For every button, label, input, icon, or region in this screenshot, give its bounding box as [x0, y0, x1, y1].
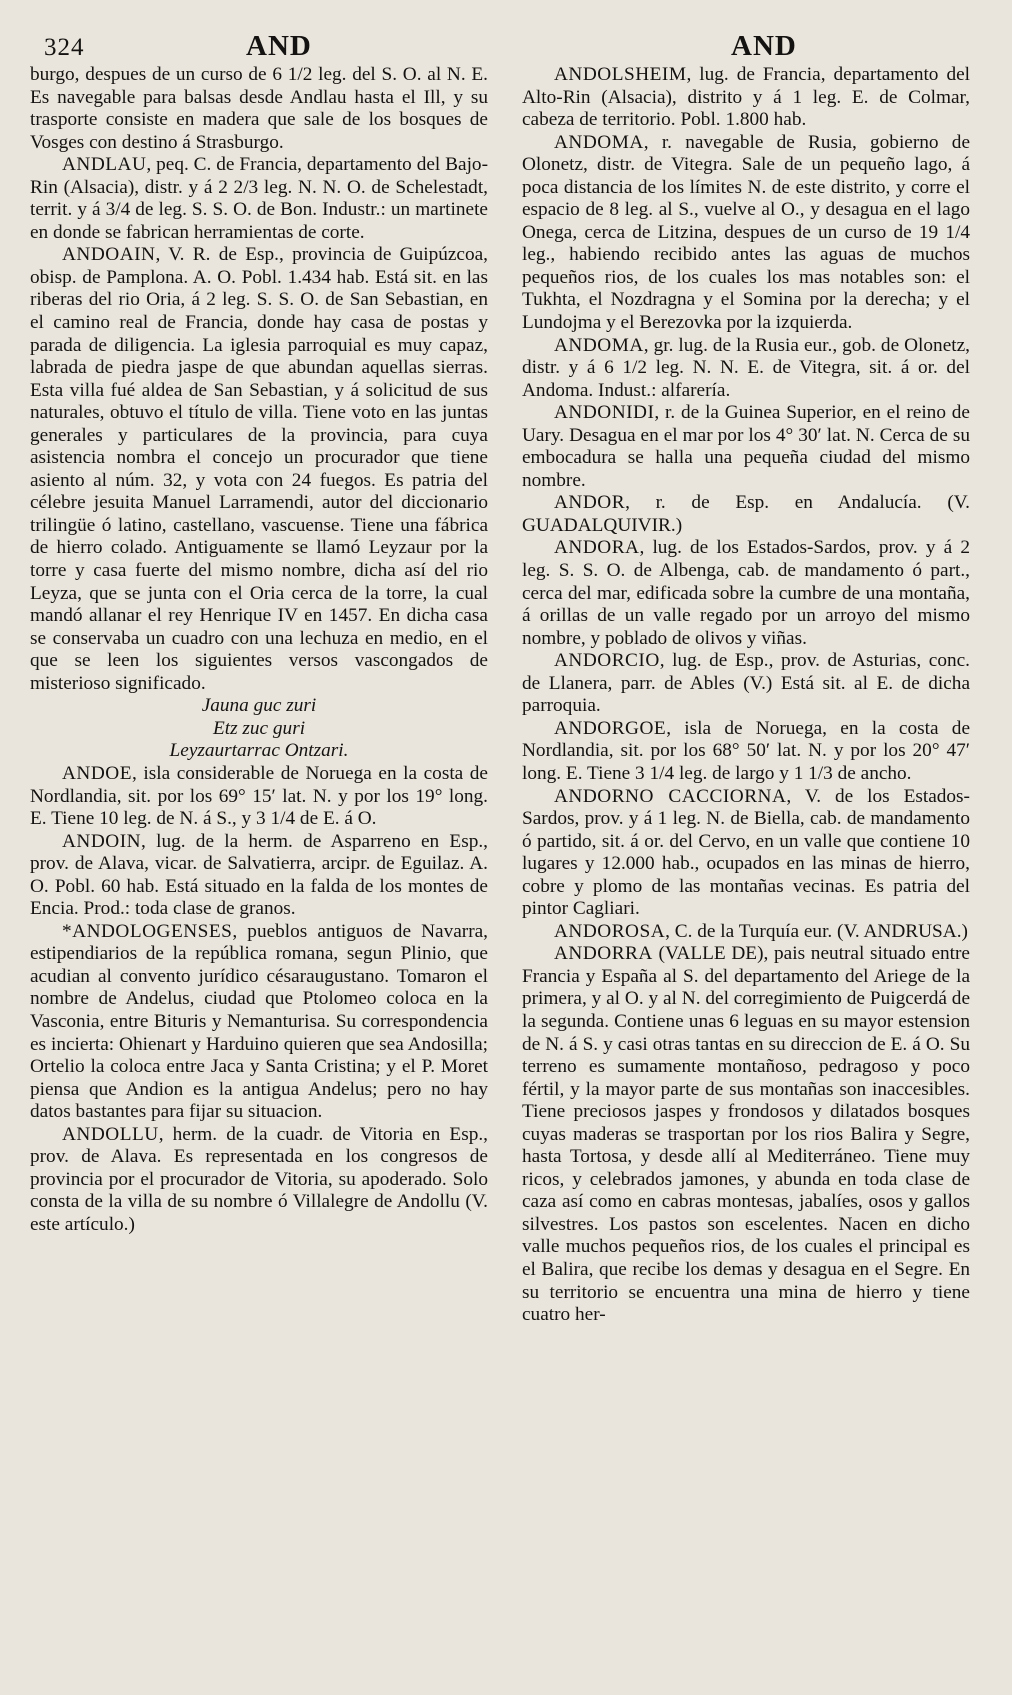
entry-headword: ANDOIN	[62, 830, 142, 852]
entry-text: , peq. C. de Francia, departamento del Bajo-Rin (Alsacia), distr. y á 2 2/3 leg. N. N. O. de Schelestadt, territ. y á 3/4 de leg. S. S. O. de Bon. Industr.: un martinete en donde se fabrican herramientas de corte.	[30, 154, 488, 243]
entry-text: , V. R. de Esp., provincia de Guipúzcoa, obisp. de Pamplona. A. O. Pobl. 1.434 hab. Está sit. en las riberas del rio Oria, á 2 leg. S. S. O. de San Sebastian, en el camino real de Francia, donde hay casa de postas y parada de diligencia. La iglesia parroquial es muy capaz, labrada de piedra jaspe de que abundan aquellas sierras. Esta villa fué aldea de San Sebastian, y á solicitud de sus naturales, obtuvo el título de villa. Tiene voto en las juntas generales y particulares de la provincia, para cuya asistencia nombra el concejo un procurador que tiene asiento al núm. 32, y vota con 24 fuegos. Es patria del célebre jesuita Manuel Larramendi, autor del diccionario trilingüe ó latino, castellano, vascuense. Tiene una fábrica de hierro colado. Antiguamente se llamó Leyzaur por la torre y casa fuerte del mismo nombre, dicha así del rio Leyza, que se junta con el Oria cerca de la torre, la cual mandó allanar el rey Henrique IV en 1457. En dicha casa se conservaba un cuadro con una lechuza en medio, en el que se leen los siguientes versos vascongados de misterioso significado.	[30, 244, 488, 694]
entry-text: , herm. de la cuadr. de Vitoria en Esp., prov. de Alava. Es representada en los congresos de provincia por el procurador de Vitoria, su apoderado. Solo consta de la villa de su nombre ó Villalegre de Andollu (V. este artículo.)	[30, 1123, 488, 1235]
verse-line: Leyzaurtarrac Ontzari.	[169, 740, 349, 762]
entry-text: , r. de la Guinea Superior, en el reino de Uary. Desagua en el mar por los 4° 30′ lat. N. Cerca de su embocadura se halla una pequeña ciudad del mismo nombre.	[522, 402, 970, 491]
verse-line: Etz zuc guri	[212, 717, 306, 739]
entry-text: , lug. de los Estados-Sardos, prov. y á 2 leg. S. S. O. de Albenga, cab. de mandamento ó part., cerca del mar, edificada sobre la cumbre de una montaña, á orillas de un valle regado por un arroyo del mismo nombre, y poblado de olivos y viñas.	[522, 537, 970, 649]
entry-text: , V. de los Estados-Sardos, prov. y á 1 leg. N. de Biella, cab. de mandamento ó partido, sit. á or. del Cervo, en un valle que contiene 10 lugares y 12.000 hab., ocupados en las minas de hierro, cobre y plomo de las montañas vecinas. Es patria del pintor Cagliari.	[522, 785, 970, 920]
verse-line: Jauna guc zuri	[201, 695, 317, 717]
entry-headword: ANDOAIN	[62, 244, 156, 266]
entry-text: , gr. lug. de la Rusia eur., gob. de Olonetz, distr. y á 6 1/2 leg. N. N. E. de Vitegra, sit. á or. del Andoma. Indust.: alfarería.	[522, 334, 970, 401]
entry-andoma-town	[522, 335, 970, 403]
entry-headword: ANDOMA	[554, 334, 644, 356]
entry-headword: ANDORNO CACCIORNA	[554, 785, 787, 807]
entry-andoain	[30, 244, 488, 695]
entry-headword: ANDOROSA	[554, 920, 666, 942]
entry-andor	[522, 492, 970, 537]
entry-headword: ANDOLLU	[62, 1123, 159, 1145]
entry-text: , lug. de Esp., prov. de Asturias, conc. de Llanera, parr. de Ables (V.) Está sit. al E. de dicha parroquia.	[522, 650, 970, 717]
entry-andoin	[30, 831, 488, 921]
entry-andoe	[30, 763, 488, 831]
entry-andorno-cacciorna	[522, 786, 970, 921]
entry-andlau	[30, 154, 488, 244]
right-column	[522, 64, 970, 1327]
entry-headword: ANDORGOE	[554, 717, 667, 739]
entry-text: , pueblos antiguos de Navarra, estipendiarios de la república romana, segun Plinio, que acudian al convento jurídico césaraugustano. Tomaron el nombre de Andelus, ciudad que Ptolomeo coloca en la Vasconia, entre Bituris y Nemanturisa. Su correspondencia es incierta: Ohienart y Harduino quieren que sea Andosilla; Ortelio la coloca entre Jaca y Santa Cristina; y el P. Moret piensa que Andion es la antigua Andelus; pero no hay datos bastantes para fijar su situacion.	[30, 920, 488, 1123]
entry-text: , r. de Esp. en Andalucía. (V. GUADALQUIVIR.)	[522, 492, 970, 536]
entry-andollu	[30, 1124, 488, 1237]
entry-text: , lug. de la herm. de Asparreno en Esp., prov. de Alava, vicar. de Salvatierra, arcipr. de Eguilaz. A. O. Pobl. 60 hab. Está situado en la falda de los montes de Encia. Prod.: toda clase de granos.	[30, 830, 488, 920]
entry-andora	[522, 537, 970, 650]
entry-headword: ANDORA	[554, 537, 640, 559]
entry-headword: ANDORRA	[554, 943, 653, 965]
entry-headword: ANDOMA	[554, 131, 644, 153]
entry-headword: ANDOLSHEIM	[554, 64, 687, 85]
running-head-right: AND	[731, 30, 797, 62]
entry-andorosa	[522, 921, 970, 944]
entry-text: , C. de la Turquía eur. (V. ANDRUSA.)	[665, 920, 968, 942]
entry-headword: ANDOE	[62, 762, 132, 784]
entry-andoma-river	[522, 132, 970, 335]
entry-text: (VALLE DE), pais neutral situado entre Francia y España al S. del departamento del Ariege de la primera, y al O. y al N. del corregimiento de Puigcerdá de la segunda. Contiene unas 6 leguas en su mayor estension de N. á S. y casi otras tantas en su direccion de E. á O. Su terreno es sumamente montañoso, pedragoso y poco fértil, y la mayor parte de sus montañas son inaccesibles. Tiene preciosos jaspes y frondosos y dilatados bosques cuyas maderas se trasportan por los rios Balira y Segre, hasta Tortosa, y desde allí al Mediterráneo. Tiene muy ricos, y celebrados jamones, y abunda en toda clase de caza así como en cabras montesas, jabalíes, osos y gallos silvestres. Los pastos son escelentes. Nacen en dicho valle muchos pequeños rios, de los cuales el principal es el Balira, que recibe los demas y desagua en el Segre. En su territorio se encuentra una mina de hierro y tiene cuatro her-	[522, 943, 970, 1326]
page-number: 324	[44, 34, 85, 61]
entry-headword: ANDORCIO	[554, 650, 660, 672]
continuation-text: burgo, despues de un curso de 6 1/2 leg. del S. O. al N. E. Es navegable para balsas desde Andlau hasta el Ill, y su trasporte consiste en madera que sale de los bosques de Vosges con destino á Strasburgo.	[30, 64, 488, 153]
entry-andorgoe	[522, 718, 970, 786]
entry-andolsheim	[522, 64, 970, 132]
entry-andorra	[522, 943, 970, 1326]
entry-headword: ANDONIDI	[554, 402, 655, 424]
entry-headword: ANDLAU	[62, 154, 147, 176]
entry-andologenses	[30, 921, 488, 1124]
entry-text: , isla de Noruega, en la costa de Nordlandia, sit. por los 68° 50′ lat. N. y por los 20° 47′ long. E. Tiene 3 1/4 leg. de largo y 1 1/3 de ancho.	[522, 717, 970, 784]
verse-block	[30, 695, 488, 763]
entry-headword: *ANDOLOGENSES	[62, 920, 233, 942]
entry-andorcio	[522, 650, 970, 718]
entry-text: , isla considerable de Noruega en la costa de Nordlandia, sit. por los 69° 15′ lat. N. y por los 19° long. E. Tiene 10 leg. de N. á S., y 3 1/4 de E. á O.	[30, 762, 488, 830]
left-column	[30, 64, 488, 1236]
entry-andonidi	[522, 402, 970, 492]
entry-text: , r. navegable de Rusia, gobierno de Olonetz, distr. de Vitegra. Sale de un pequeño lago, á poca distancia de los límites N. de este distrito, y corre el espacio de 8 leg. al S., vuelve al O., y desagua en el lago Onega, cerca de Litzina, despues de un curso de 19 1/4 leg., habiendo recibido antes las aguas de muchos pequeños rios, de los cuales los mas notables son: el Tukhta, el Nozdragna y el Somina por la derecha; y el Lundojma y el Berezovka por la izquierda.	[522, 131, 970, 334]
entry-headword: ANDOR	[554, 492, 626, 514]
entry-text: , lug. de Francia, departamento del Alto-Rin (Alsacia), distrito y á 1 leg. E. de Colmar, cabeza de territorio. Pobl. 1.800 hab.	[522, 64, 970, 131]
running-head-left: AND	[246, 30, 312, 62]
